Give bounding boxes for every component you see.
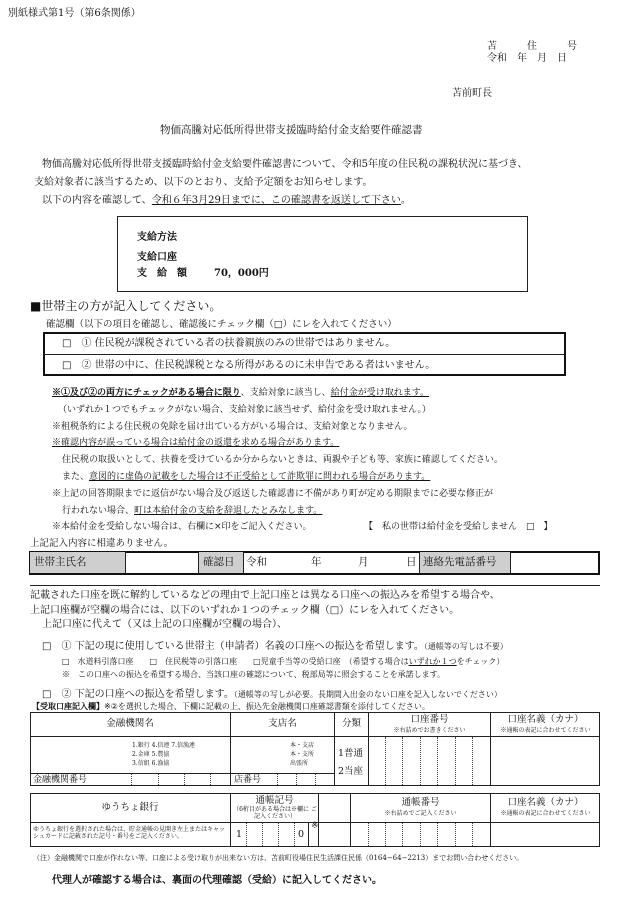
option-1-sub-1[interactable] [62,657,504,667]
bank-para-1: 記載された口座を既に解約しているなどの理由で上記口座とは異なる口座への振込みを希望する場合や、 [30,590,500,601]
digit-divider [385,823,386,846]
option-1-note: （通帳等の写しは不要） [423,642,508,651]
branch-type-1: 本・支店 [290,742,315,749]
code-digit-divider [315,774,316,785]
option-1-text: □ ① 下記の現に使用している世帯主（申請者）名義の口座への振込を希望します。 [42,641,424,652]
code-digit-divider [131,774,132,785]
account-number-hint: ※右詰めでお書きください [393,727,466,734]
option-2[interactable] [42,689,502,702]
note-2: （いずれか１つでもチェックがない場合、支給対象に該当せず、給付金を受け取れません。） [58,405,432,415]
option-1-sub-2: ※ この口座への振込を希望する場合、当該口座の確認について、税部局等に照会することを承諾します。 [62,670,446,679]
type-header: 分類 [341,718,361,730]
check-item-2[interactable]: □ ② 世帯の中に、住民税課税となる所得があるのに未申告である者はいません。 [62,360,436,371]
date-month: 月 [358,555,369,568]
payment-box [117,216,528,292]
account-type-current[interactable]: 2当座 [338,766,364,777]
digit-divider [262,823,263,846]
note-9: ※本給付金を受給しない場合は、右欄に×印をご記入ください。 [52,522,312,532]
bank-table-header-line [30,736,600,737]
yucho-col-line [318,793,319,847]
option-1[interactable] [42,641,508,654]
note-3: ※租税条約による住民税の免除を届け出ている方がいる場合は、支給対象となりません。 [52,422,413,432]
proxy-note: 代理人が確認する場合は、裏面の代理確認（受給）に記入してください。 [52,875,382,886]
branch-code-line [231,773,334,774]
check-divider [44,354,565,355]
code-digit-divider [277,774,278,785]
account-holder-header: 口座名義（カナ） [507,714,584,725]
branch-code-label: 店番号 [234,775,262,785]
bank-type-1: 1.銀行 4.信連 7.信漁連 [132,742,195,749]
code-digit-divider [158,774,159,785]
account-holder-hint: ※通帳の表記に合わせてください [500,727,591,734]
passbook-number-hint: ※右詰めでご記入ください [384,810,457,817]
note-1-mid: 、支給対象に該当し、 [240,388,331,398]
bank-para-3: 上記口座に代えて（又は上記の口座欄が空欄の場合）、 [42,619,287,630]
note-6 [62,472,430,483]
date-day: 日 [406,555,417,568]
option-1-one-only: いずれか１つ [408,657,457,666]
form-number: 別紙様式第1号（第6条関係） [8,8,141,19]
note-7: ※上記の回答期限までに返信がない場合及び返送した確認書に不備があり町が定める期限までに必要な修正が [52,489,494,499]
page-title: 物価高騰対応低所得世帯支援臨時給付金支給要件確認書 [160,124,423,136]
code-digit-divider [296,774,297,785]
digit-divider [420,823,421,846]
note-6-warning: 意図的に虚偽の記載をした場合は不正受給として詐欺罪に問われる場合があります。 [89,472,431,482]
note-1-condition: ※①及び②の両方にチェックがある場合に限り [52,388,241,398]
note-8-prefix: 行われない場合、 [62,506,135,516]
note-8-decline: 町は本給付金の支給を辞退したとみなします。 [134,506,323,516]
note-1 [52,388,429,399]
check-item-1[interactable]: □ ① 住民税が課税されている者の扶養親族のみの世帯ではありません。 [62,338,396,349]
code-digit-divider [210,774,211,785]
symbol-hint: （6桁目がある場合は※欄に ご記入ください） [233,806,317,821]
receive-note-text: ※②を選択した場合、下欄に記載の上、振込先金融機関口座確認書類を添付してください。 [104,702,430,711]
branch-name-header: 支店名 [268,718,297,730]
yucho-holder-hint: ※通帳の表記に合わせてください [500,810,591,817]
note-4: ※確認内容が誤っている場合は給付金の返還を求める場合があります。 [52,438,340,448]
digit-divider [246,823,247,846]
yucho-holder-header: 口座名義（カナ） [507,797,584,808]
account-number-header: 口座番号 [410,714,449,725]
branch-type-2: 本・支所 [290,751,315,758]
confirm-instruction: 確認欄（以下の項目を確認し、確認後にチェック欄（□）にレを入れてください） [46,319,397,330]
intro-line-2: 支給対象者に該当するため、以下のとおり、支給予定額をお知らせします。 [34,177,373,188]
note-6-prefix: また、 [62,472,90,482]
note-8 [62,506,322,517]
intro-line-3-suffix: 。 [400,195,411,206]
note-5: 住民税の取扱いとして、扶養を受けているか分からないときは、両親や子ども等、家族に確認してください。 [62,455,503,465]
option-1-accounts-tail: をチェック） [456,657,505,666]
symbol-header: 通帳記号 [255,795,294,806]
digit-divider [294,823,295,846]
householder-name-input[interactable] [126,552,198,573]
intro-line-3-prefix: 以下の内容を確認して、 [42,195,152,206]
householder-heading: ■世帯主の方が記入してください。 [30,299,222,313]
digit-divider [278,823,279,846]
option-2-note: （通帳等の写しが必要。長期間入出金のない口座を記入しないでください） [233,690,502,699]
digit-divider [455,737,456,785]
intro-line-3 [42,195,411,208]
digit-divider [455,823,456,846]
sign-divider [243,552,244,574]
payment-amount-label: 支 給 額 [137,268,187,279]
bank-name-header: 金融機関名 [106,718,154,730]
account-type-ordinary[interactable]: 1普通 [338,748,364,759]
payment-amount-value: 70，000円 [214,268,269,279]
digit-divider [437,823,438,846]
digit-divider [472,737,473,785]
option-1-accounts: □ 水道料引落口座 □ 住民税等の引落口座 □児童手当等の受給口座 （希望する場合は [62,657,409,666]
householder-name-label: 世帯主氏名 [30,552,125,573]
symbol-last-digit: 0 [298,828,305,840]
digit-divider [402,823,403,846]
issuer: 苫前町長 [452,88,492,99]
bank-type-2: 2.金庫 5.農協 [132,751,170,758]
symbol-mark: ※ [311,821,319,831]
branch-type-3: 出張所 [290,760,309,767]
option-2-text: □ ② 下記の口座への振込を希望します。 [42,689,234,700]
confirm-date-label: 確認日 [199,552,243,573]
payment-account-label: 支給口座 [137,252,177,263]
bank-code-label: 金融機関番号 [33,775,88,785]
intro-line-1: 物価高騰対応低所得世帯支援臨時給付金支給要件確認書について、令和5年度の住民税の課税状況に基づき、 [42,159,528,170]
digit-divider [385,737,386,785]
note-1-tail: 給付金が受け取れます。 [330,388,430,398]
receive-note-heading: 【受取口座記入欄】 [32,701,104,711]
digit-divider [308,823,309,846]
bank-code-line [30,773,230,774]
decline-checkbox[interactable]: 【 私の世帯は給付金を受給しません □ 】 [364,522,553,532]
symbol-first-digit: 1 [236,828,243,840]
passbook-number-header: 通帳番号 [401,797,440,808]
date-year: 年 [311,555,322,568]
digit-divider [402,737,403,785]
digit-divider [437,737,438,785]
footer-note: （注）金融機関で口座が作れない等、口座による受け取りが出来ない方は、苫前町役場住民生活課住民係（0164−64−2213）までお問い合わせください。 [33,854,524,862]
yucho-note: ゆうちょ銀行を選択された場合は、貯金通帳の見開き左上またはキャッシュカードに記載された記号・番号をご記入ください。 [33,826,226,841]
phone-label: 連絡先電話番号 [420,552,510,573]
agree-line: 上記記入内容に相違ありません。 [30,538,174,549]
document-number: 苫 住 号 [487,41,577,52]
bank-type-3: 3.信組 6.漁協 [132,760,170,767]
digit-divider [368,823,369,846]
digit-divider [420,737,421,785]
return-deadline: 令和６年3月29日までに、この確認書を返送して下さい [151,195,401,206]
yucho-header: ゆうちょ銀行 [101,801,159,813]
code-digit-divider [184,774,185,785]
date-era: 令和 [246,555,267,568]
digit-divider [472,823,473,846]
payment-method-label: 支給方法 [137,232,177,243]
bank-para-2: 上記口座欄が空欄の場合には、以下のいずれか１つのチェック欄（□）にレを入れてください。 [30,605,460,616]
section-separator [30,585,600,586]
document-date: 令和 年 月 日 [487,53,567,64]
receive-note [32,701,430,712]
phone-input[interactable] [511,552,599,573]
